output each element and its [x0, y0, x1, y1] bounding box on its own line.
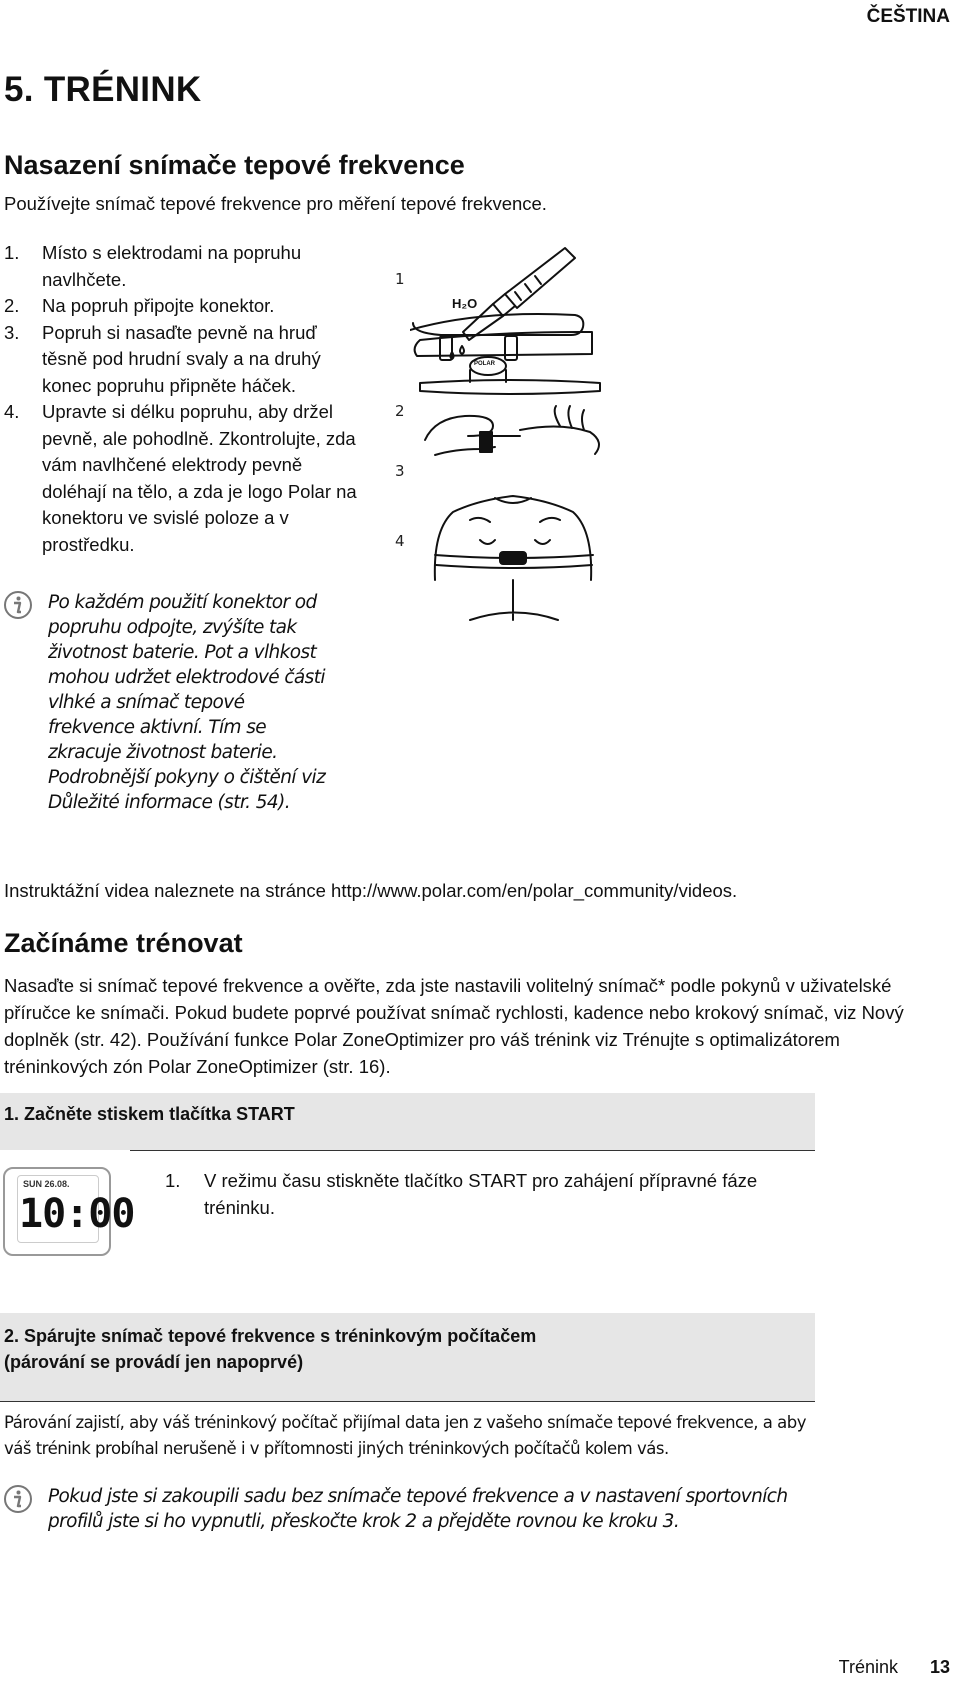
step-heading: 2. Spárujte snímač tepové frekvence s tréninkovým počítačem: [4, 1326, 537, 1346]
section-body: Nasaďte si snímač tepové frekvence a ověřte, zda jste nastavili volitelný snímač* podle pokynů v uživatelské příručce ke snímači. Pokud budete poprvé používat snímač rychlosti, kadence nebo krokový snímač, viz Nový doplněk (str. 42). Používání funkce Polar ZoneOptimizer pro váš trénink viz Trénujte s optimalizátorem tréninkových zón Polar ZoneOptimizer (str. 16).: [4, 975, 904, 1077]
divider: [0, 1401, 815, 1402]
illustration-label: 2: [395, 402, 405, 420]
device-time: 10:00: [19, 1191, 135, 1237]
fitting-steps-list: [4, 240, 364, 558]
step-text: Upravte si délku popruhu, aby držel pevně, ale pohodlně. Zkontrolujte, zda vám navlhčené elektrody pevně doléhají na tělo, a zda je logo Polar na konektoru ve svislé poloze a v prostředku.: [42, 401, 357, 555]
step-heading-bar: [0, 1093, 815, 1150]
step-text: Na popruh připojte konektor.: [42, 295, 275, 316]
info-icon: [3, 590, 33, 620]
page-number: 13: [929, 1657, 950, 1677]
section-title-start-training: Začínáme trénovat: [4, 928, 243, 958]
device-display: [3, 1167, 135, 1256]
language-label: ČEŠTINA: [866, 6, 950, 27]
pairing-body: Párování zajistí, aby váš tréninkový počítač přijímal data jen z vašeho snímače tepové frekvence, a aby váš trénink probíhal nerušeně i v přítomnosti jiných tréninkových počítačů kolem vás.: [4, 1413, 806, 1458]
h2o-label: H₂O: [452, 296, 478, 311]
step-heading-bar: [0, 1313, 815, 1401]
step-text: V režimu času stiskněte tlačítko START pro zahájení přípravné fáze tréninku.: [204, 1170, 758, 1218]
step-number: 1.: [4, 242, 20, 263]
list-item: [4, 240, 364, 293]
illustration-label: 4: [395, 532, 405, 550]
chapter-title: 5. TRÉNINK: [4, 70, 202, 109]
step-number: 2.: [4, 295, 20, 316]
divider: [130, 1150, 815, 1151]
section-title-fitting: Nasazení snímače tepové frekvence: [4, 150, 465, 180]
list-item: [4, 320, 364, 400]
illustration-label: 3: [395, 462, 405, 480]
polar-connector-logo: POLAR: [474, 361, 495, 367]
footer-section: Trénink: [838, 1657, 898, 1677]
note-connector: Po každém použití konektor od popruhu odpojte, zvýšíte tak životnost baterie. Pot a vlhkost mohou udržet elektrodové části vlhké a snímač tepové frekvence aktivní. Tím se zkracuje životnost baterie. Podrobnější pokyny o čištění viz Důležité informace (str. 54).: [48, 592, 326, 813]
sensor-fitting-illustration: [410, 240, 630, 630]
step-heading-sub: (párování se provádí jen napoprvé): [4, 1352, 304, 1372]
info-icon: [3, 1484, 33, 1514]
list-item: [4, 293, 364, 320]
section-intro: Používejte snímač tepové frekvence pro měření tepové frekvence.: [4, 193, 547, 214]
videos-info-text: Instruktážní videa naleznete na stránce http://www.polar.com/en/polar_community/videos.: [4, 880, 738, 901]
illustration-label: 1: [395, 270, 405, 288]
step-number: 4.: [4, 401, 20, 422]
step-text: Místo s elektrodami na popruhu navlhčete.: [42, 242, 302, 290]
step-text: Popruh si nasaďte pevně na hruď těsně pod hrudní svaly a na druhý konec popruhu připněte háček.: [42, 321, 321, 396]
step-number: 1.: [165, 1170, 181, 1191]
step-heading: 1. Začněte stiskem tlačítka START: [4, 1104, 295, 1124]
step-number: 3.: [4, 321, 20, 343]
list-item: [4, 399, 364, 558]
note-pairing: Pokud jste si zakoupili sadu bez snímače tepové frekvence a v nastavení sportovních profilů jste si ho vypnutli, přeskočte krok 2 a přejděte rovnou ke kroku 3.: [48, 1486, 788, 1532]
device-date: SUN 26.08.: [23, 1179, 70, 1189]
